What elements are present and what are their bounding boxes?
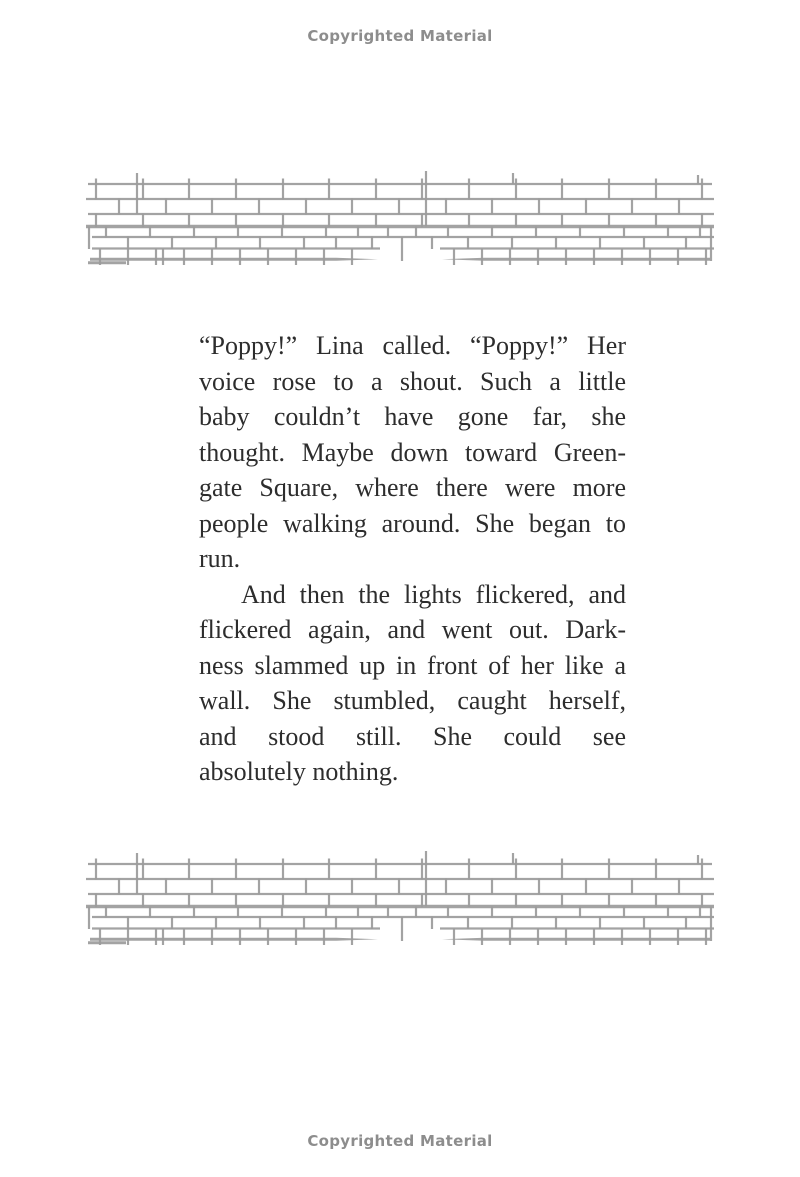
body-text	[199, 328, 626, 790]
copyright-notice-bottom: Copyrighted Material	[307, 1132, 493, 1150]
copyright-notice-top: Copyrighted Material	[307, 27, 493, 45]
brick-grid-ornament-top	[86, 168, 714, 268]
body-text-line: wall. She stumbled, caught herself,	[199, 686, 626, 715]
body-text-line: thought. Maybe down toward Green-	[199, 437, 626, 467]
body-text-line: gate Square, where there were more	[199, 473, 626, 502]
body-text-line: absolutely nothing.	[199, 757, 399, 786]
body-text-line: voice rose to a shout. Such a little	[199, 366, 626, 396]
brick-grid-ornament-bottom	[86, 848, 714, 948]
body-text-line: people walking around. She began to	[199, 508, 626, 538]
body-text-line: And then the lights flickered, and	[241, 579, 626, 609]
body-text-line: run.	[199, 544, 241, 573]
body-text-line: flickered again, and went out. Dark-	[199, 615, 626, 644]
body-text-line: and stood still. She could see	[199, 721, 626, 751]
body-text-line: “Poppy!” Lina called. “Poppy!” Her	[199, 331, 626, 360]
body-text-line: baby couldn’t have gone far, she	[199, 402, 626, 431]
body-text-line: ness slammed up in front of her like a	[199, 650, 626, 680]
